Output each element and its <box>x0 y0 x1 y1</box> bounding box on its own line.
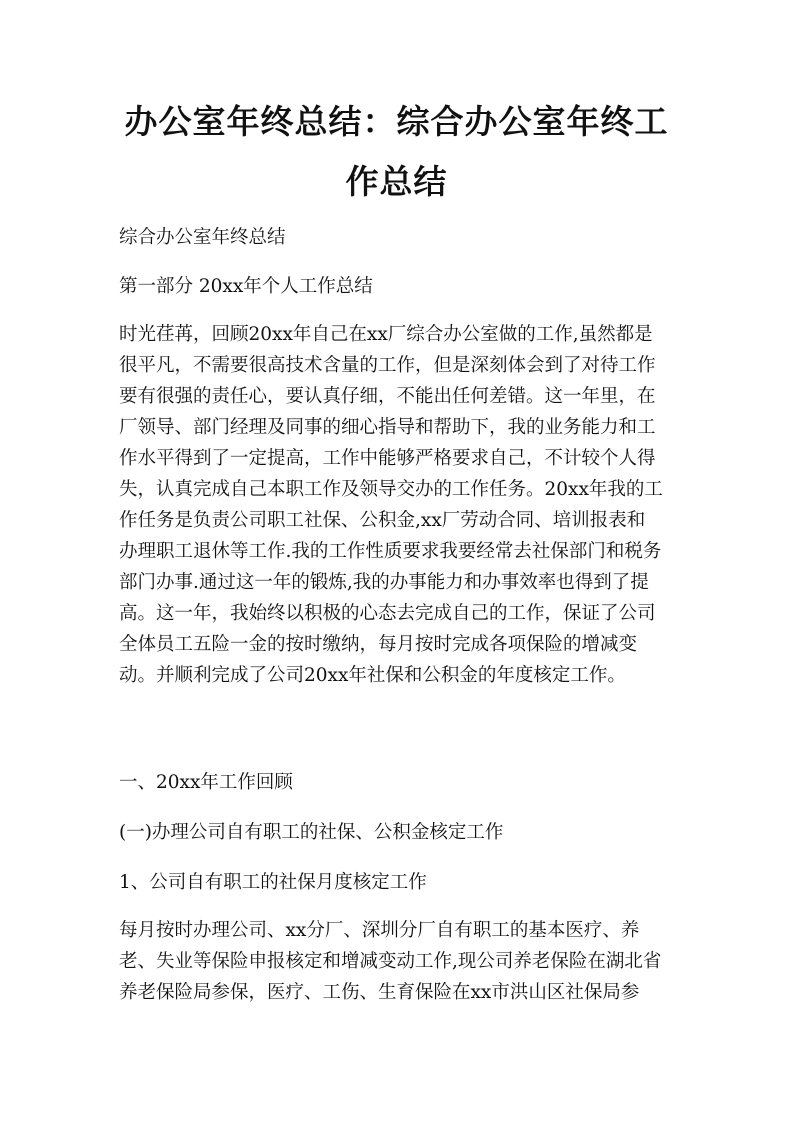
paragraph-line: 全体员工五险一金的按时缴纳，每月按时完成各项保险的增减变 <box>119 634 638 655</box>
paragraph-line: 部门办事.通过这一年的锻炼,我的办事能力和办事效率也得到了提 <box>119 572 649 593</box>
document-title: 办公室年终总结：综合办公室年终工作总结 <box>124 102 669 201</box>
paragraph-line: 高。这一年，我始终以积极的心态去完成自己的工作，保证了公司 <box>119 603 656 624</box>
subtitle: 综合办公室年终总结 <box>119 227 286 248</box>
paragraph-line: 失，认真完成自己本职工作及领导交办的工作任务。20xx年我的工 <box>119 479 663 500</box>
body-paragraph <box>119 915 661 1008</box>
paragraph-line: 作任务是负责公司职工社保、公积金,xx厂劳动合同、培训报表和 <box>119 510 646 531</box>
paragraph-line: 老、失业等保险申报核定和增减变动工作,现公司养老保险在湖北省 <box>119 951 662 972</box>
paragraph-line: 动。并顺利完成了公司20xx年社保和公积金的年度核定工作。 <box>119 665 626 686</box>
item-heading: 1、公司自有职工的社保月度核定工作 <box>119 872 427 893</box>
intro-paragraph <box>119 319 663 691</box>
paragraph-line: 每月按时办理公司、xx分厂、深圳分厂自有职工的基本医疗、养 <box>119 920 640 941</box>
paragraph-line: 养老保险局参保，医疗、工伤、生育保险在xx市洪山区社保局参 <box>119 982 640 1003</box>
section-heading: 一、20xx年工作回顾 <box>119 772 293 793</box>
paragraph-line: 办理职工退休等工作.我的工作性质要求我要经常去社保部门和税务 <box>119 541 662 562</box>
paragraph-line: 作水平得到了一定提高，工作中能够严格要求自己，不计较个人得 <box>119 448 656 469</box>
paragraph-line: 要有很强的责任心，要认真仔细，不能出任何差错。这一年里，在 <box>119 386 656 407</box>
paragraph-line: 很平凡，不需要很高技术含量的工作，但是深刻体会到了对待工作 <box>119 355 656 376</box>
paragraph-line: 时光荏苒，回顾20xx年自己在xx厂综合办公室做的工作,虽然都是 <box>119 324 653 345</box>
part-heading: 第一部分 20xx年个人工作总结 <box>119 276 373 297</box>
subsection-heading: (一)办理公司自有职工的社保、公积金核定工作 <box>119 822 504 843</box>
paragraph-line: 厂领导、部门经理及同事的细心指导和帮助下，我的业务能力和工 <box>119 417 656 438</box>
